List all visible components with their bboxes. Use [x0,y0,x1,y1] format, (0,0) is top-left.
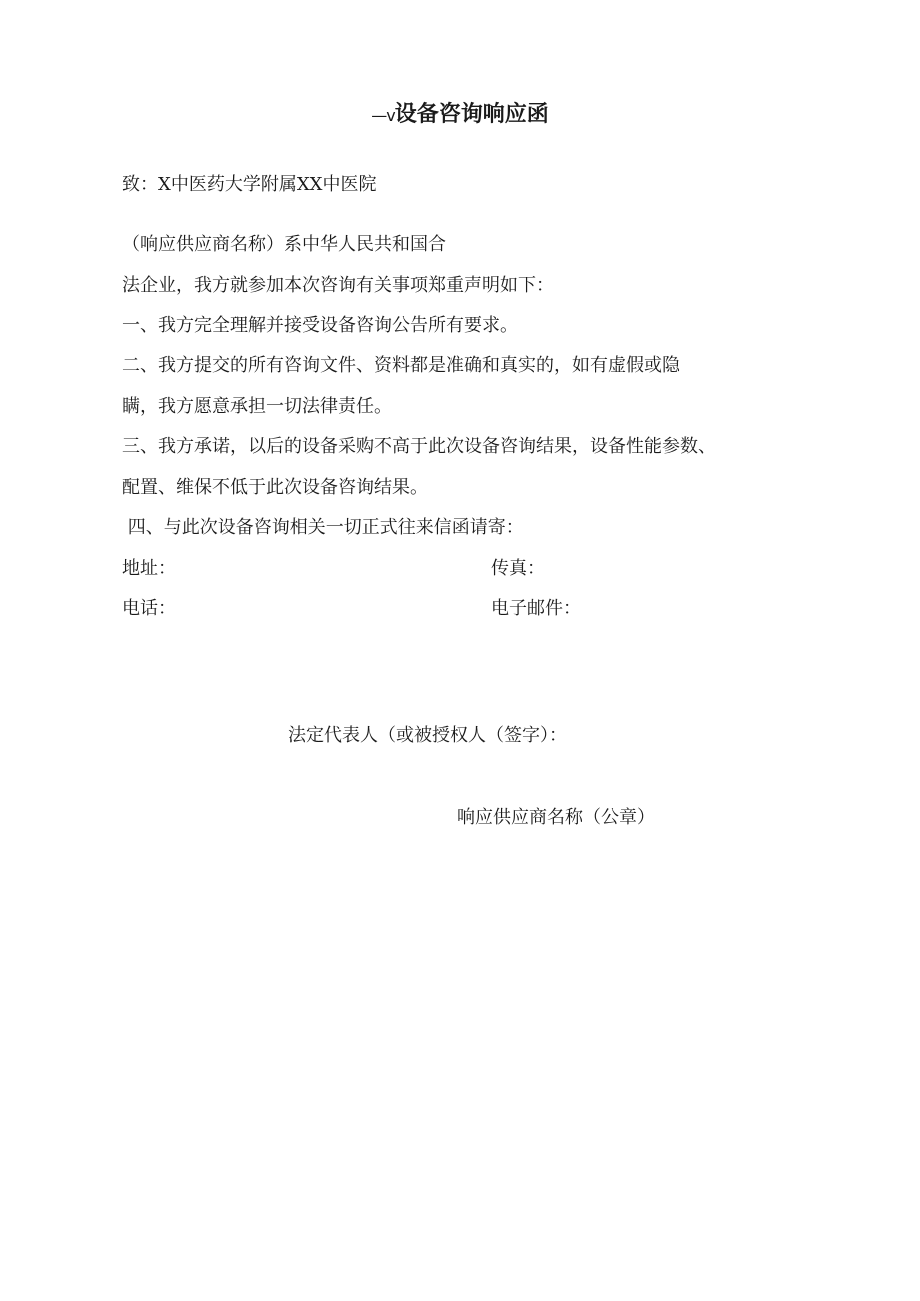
fax-label: 传真： [491,558,545,579]
title-main: 设备咨询响应函 [394,102,549,127]
address-label: 地址： [122,558,176,579]
representative-signature-line: 法定代表人（或被授权人（签字）： [288,725,567,746]
document-title [0,104,920,126]
title-prefix: —v [371,106,395,125]
email-label: 电子邮件： [491,598,581,619]
paragraph-line: 二、我方提交的所有咨询文件、资料都是准确和真实的，如有虚假或隐 [122,355,680,376]
paragraph-line: 瞒，我方愿意承担一切法律责任。 [122,396,392,417]
paragraph-line: 一、我方完全理解并接受设备咨询公告所有要求。 [122,315,518,336]
company-seal-line: 响应供应商名称（公章） [457,807,655,828]
paragraph-line: 配置、维保不低于此次设备咨询结果。 [122,477,428,498]
paragraph-line: 法企业，我方就参加本次咨询有关事项郑重声明如下： [122,275,554,296]
paragraph-line: 四、与此次设备咨询相关一切正式往来信函请寄： [122,517,524,538]
paragraph-line: （响应供应商名称）系中华人民共和国合 [122,234,446,255]
phone-label: 电话： [122,598,176,619]
recipient-line: 致：X中医药大学附属XX中医院 [122,174,377,195]
paragraph-line: 三、我方承诺，以后的设备采购不高于此次设备咨询结果，设备性能参数、 [122,436,716,457]
